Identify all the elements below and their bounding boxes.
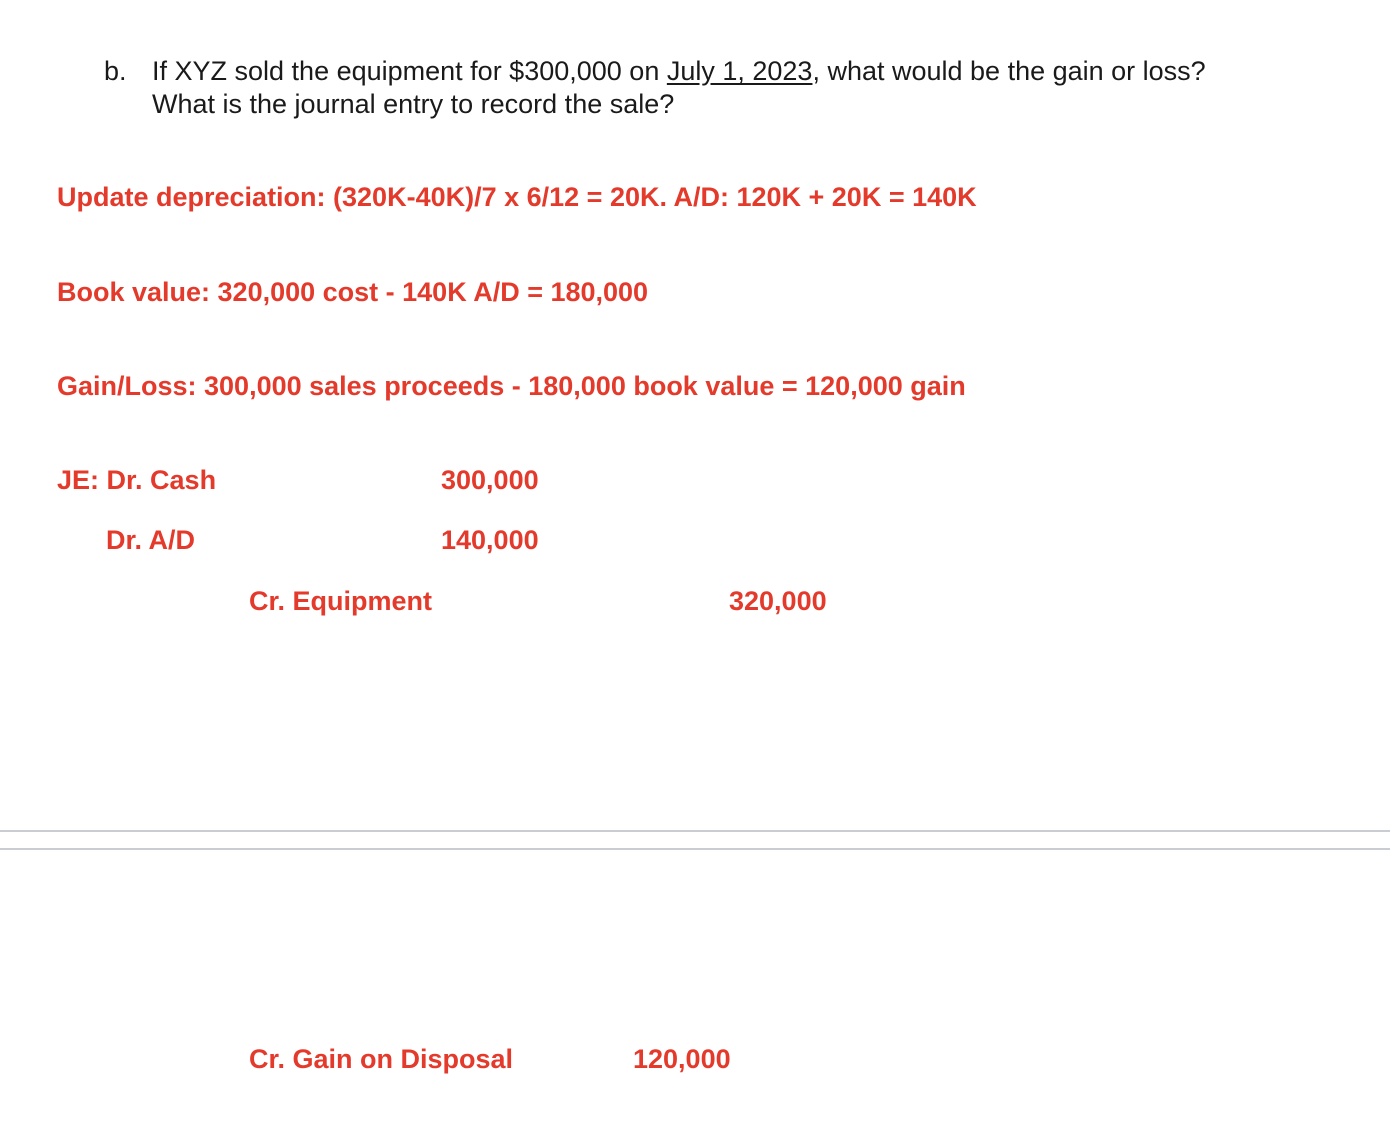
je-dr-ad-label: Dr. A/D <box>106 525 196 555</box>
gain-loss-line: Gain/Loss: 300,000 sales proceeds - 180,000 book value = 120,000 gain <box>57 371 966 401</box>
je-dr-ad-amount: 140,000 <box>441 525 539 555</box>
question-text-after-date: , what would be the gain or loss? <box>812 56 1206 86</box>
question-date: July 1, 2023 <box>666 56 813 86</box>
je-dr-cash-label: JE: Dr. Cash <box>57 465 217 495</box>
je-cr-equipment-amount: 320,000 <box>729 586 827 616</box>
je-cr-equipment-label: Cr. Equipment <box>249 586 433 616</box>
je-cr-gain-label: Cr. Gain on Disposal <box>249 1044 514 1074</box>
question-marker: b. <box>104 56 127 86</box>
question-line-1 <box>152 55 1206 88</box>
je-cr-gain-amount: 120,000 <box>633 1044 731 1074</box>
je-dr-cash-amount: 300,000 <box>441 465 539 495</box>
question-line-2: What is the journal entry to record the sale? <box>152 89 675 119</box>
question-text-before-date: If XYZ sold the equipment for $300,000 on <box>152 56 667 86</box>
book-value-line: Book value: 320,000 cost - 140K A/D = 180,000 <box>57 277 649 307</box>
update-depreciation-line: Update depreciation: (320K-40K)/7 x 6/12 = 20K. A/D: 120K + 20K = 140K <box>57 182 977 212</box>
divider-top <box>0 830 1390 832</box>
divider-bottom <box>0 848 1390 850</box>
